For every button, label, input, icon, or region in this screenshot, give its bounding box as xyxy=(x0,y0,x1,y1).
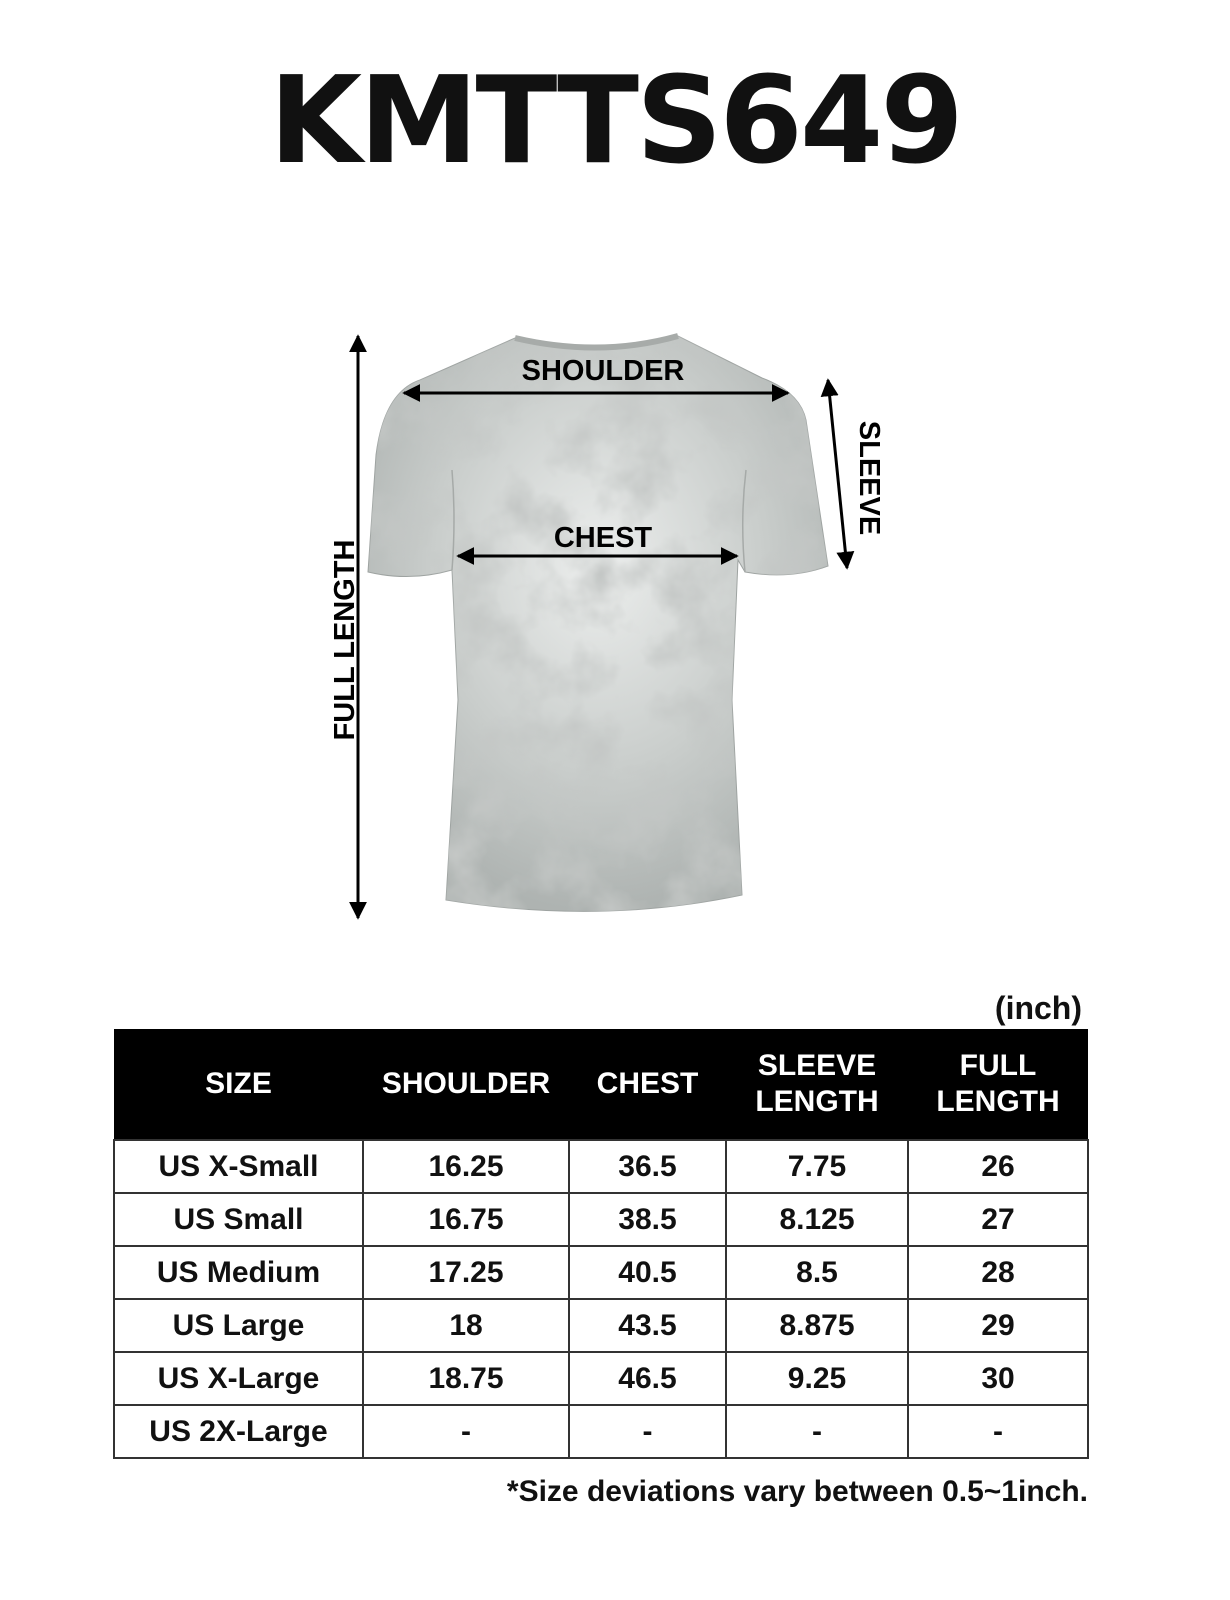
table-cell: - xyxy=(363,1405,569,1458)
table-cell: 16.75 xyxy=(363,1193,569,1246)
table-cell: 36.5 xyxy=(569,1140,726,1193)
table-cell: US Medium xyxy=(114,1246,363,1299)
tshirt-image xyxy=(368,336,828,911)
table-row xyxy=(114,1352,1088,1405)
header-full-length: FULL LENGTH xyxy=(908,1029,1088,1140)
table-cell: 30 xyxy=(908,1352,1088,1405)
full-length-label: FULL LENGTH xyxy=(329,539,361,741)
table-cell: 9.25 xyxy=(726,1352,908,1405)
table-cell: 38.5 xyxy=(569,1193,726,1246)
table-cell: 18 xyxy=(363,1299,569,1352)
tshirt-measurement-diagram xyxy=(300,320,920,940)
product-code-title: KMTTS649 xyxy=(269,52,961,191)
table-cell: - xyxy=(726,1405,908,1458)
table-row xyxy=(114,1246,1088,1299)
table-cell: - xyxy=(569,1405,726,1458)
table-cell: 46.5 xyxy=(569,1352,726,1405)
table-cell: 18.75 xyxy=(363,1352,569,1405)
table-header-row xyxy=(114,1029,1088,1140)
table-cell: 28 xyxy=(908,1246,1088,1299)
table-row xyxy=(114,1405,1088,1458)
table-cell: US 2X-Large xyxy=(114,1405,363,1458)
chest-label: CHEST xyxy=(553,522,653,554)
table-cell: 29 xyxy=(908,1299,1088,1352)
table-cell: - xyxy=(908,1405,1088,1458)
table-cell: 8.875 xyxy=(726,1299,908,1352)
shoulder-label: SHOULDER xyxy=(521,355,685,387)
table-cell: 8.125 xyxy=(726,1193,908,1246)
table-row xyxy=(114,1140,1088,1193)
table-cell: 40.5 xyxy=(569,1246,726,1299)
table-cell: 27 xyxy=(908,1193,1088,1246)
sleeve-arrow xyxy=(828,380,847,568)
header-chest: CHEST xyxy=(569,1029,726,1140)
table-cell: US Large xyxy=(114,1299,363,1352)
table-cell: 7.75 xyxy=(726,1140,908,1193)
table-row xyxy=(114,1299,1088,1352)
header-shoulder: SHOULDER xyxy=(363,1029,569,1140)
table-cell: 16.25 xyxy=(363,1140,569,1193)
table-cell: US X-Small xyxy=(114,1140,363,1193)
table-cell: 8.5 xyxy=(726,1246,908,1299)
table-cell: 43.5 xyxy=(569,1299,726,1352)
table-cell: 26 xyxy=(908,1140,1088,1193)
table-cell: 17.25 xyxy=(363,1246,569,1299)
size-chart-table xyxy=(113,1029,1089,1459)
table-cell: US X-Large xyxy=(114,1352,363,1405)
unit-label: (inch) xyxy=(994,990,1082,1026)
table-cell: US Small xyxy=(114,1193,363,1246)
sleeve-label: SLEEVE xyxy=(853,420,885,536)
header-size: SIZE xyxy=(114,1029,363,1140)
table-row xyxy=(114,1193,1088,1246)
header-sleeve-length: SLEEVE LENGTH xyxy=(726,1029,908,1140)
size-deviation-note: *Size deviations vary between 0.5~1inch. xyxy=(506,1475,1088,1508)
